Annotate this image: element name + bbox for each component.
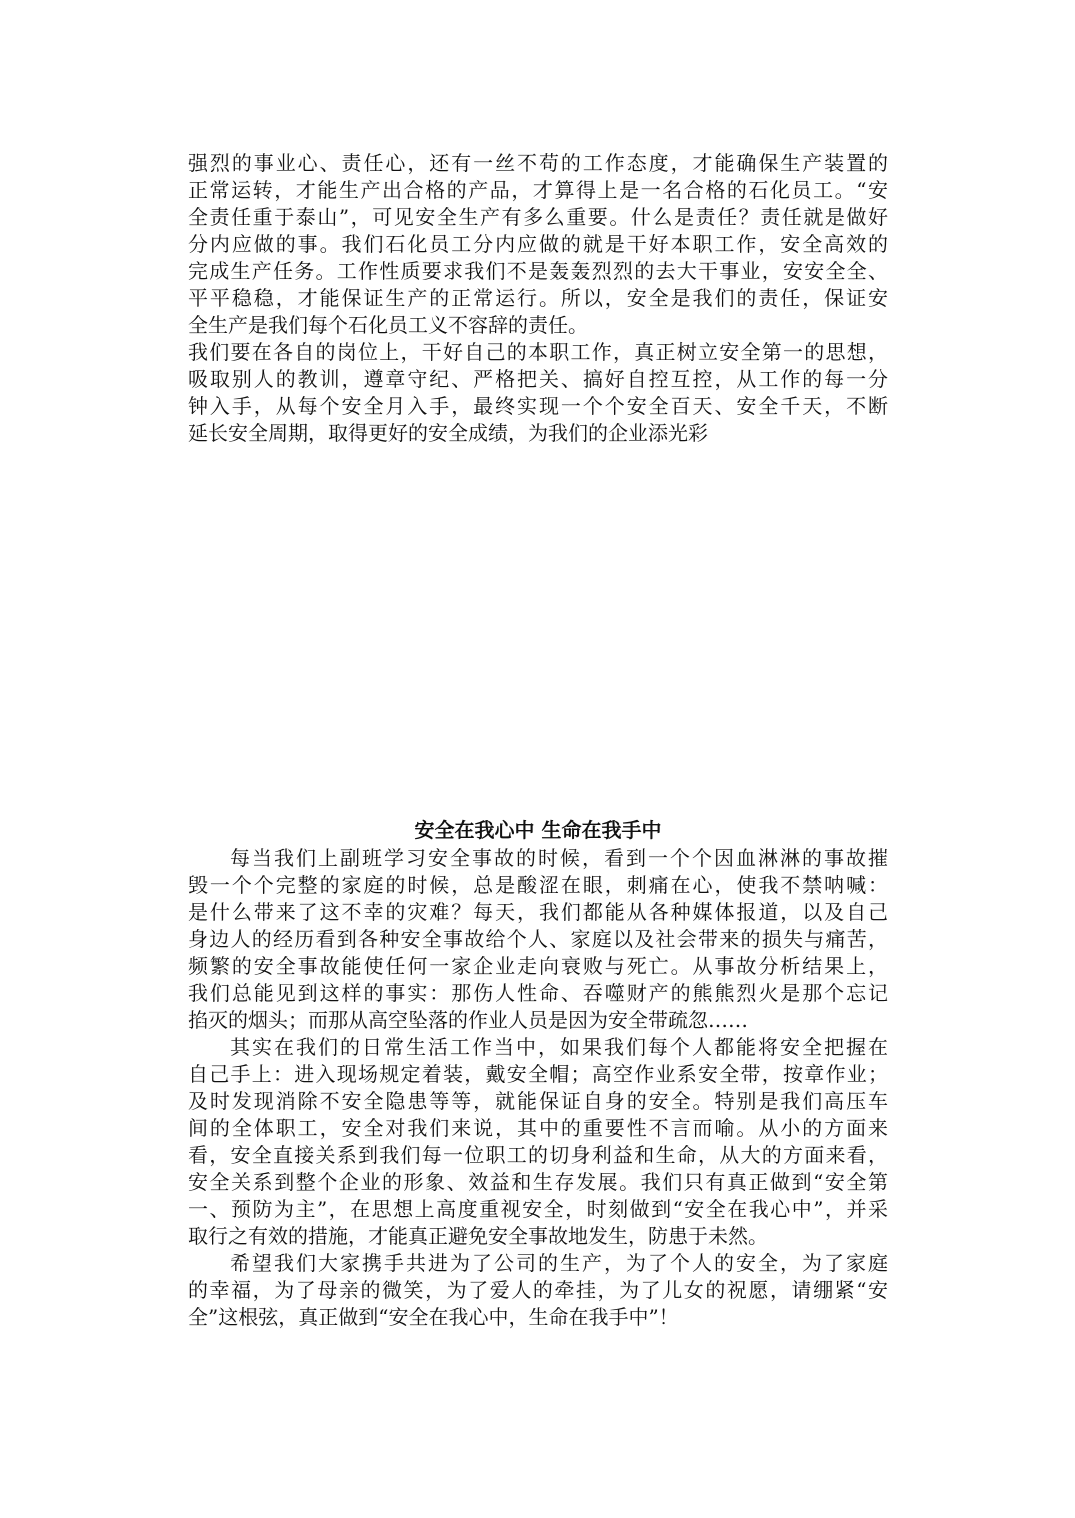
text-line: 取行之有效的措施，才能真正避免安全事故地发生，防患于未然。 xyxy=(188,1224,768,1248)
text-line: 吸取别人的教训，遵章守纪、严格把关、搞好自控互控，从工作的每一分 xyxy=(188,367,888,391)
text-line: 我们要在各自的岗位上，干好自己的本职工作，真正树立安全第一的思想， xyxy=(188,340,888,364)
text-line: 一、预防为主”，在思想上高度重视安全，时刻做到“安全在我心中”，并采 xyxy=(188,1197,888,1221)
text-line: 延长安全周期，取得更好的安全成绩，为我们的企业添光彩 xyxy=(188,421,708,445)
text-line: 全”这根弦，真正做到“安全在我心中，生命在我手中”！ xyxy=(188,1305,679,1329)
text-line: 其实在我们的日常生活工作当中，如果我们每个人都能将安全把握在 xyxy=(230,1035,888,1059)
text-line: 掐灭的烟头；而那从高空坠落的作业人员是因为安全带疏忽…… xyxy=(188,1008,748,1032)
text-line: 安全关系到整个企业的形象、效益和生存发展。我们只有真正做到“安全第 xyxy=(188,1170,888,1194)
article-title: 安全在我心中 生命在我手中 xyxy=(414,818,662,842)
text-line: 自己手上：进入现场规定着装，戴安全帽；高空作业系安全带，按章作业； xyxy=(188,1062,888,1086)
text-line: 分内应做的事。我们石化员工分内应做的就是干好本职工作，安全高效的 xyxy=(188,232,888,256)
text-line: 全生产是我们每个石化员工义不容辞的责任。 xyxy=(188,313,588,337)
text-line: 看，安全直接关系到我们每一位职工的切身利益和生命，从大的方面来看， xyxy=(188,1143,888,1167)
text-line: 平平稳稳，才能保证生产的正常运行。所以，安全是我们的责任，保证安 xyxy=(188,286,888,310)
continued-text-section xyxy=(188,150,888,447)
text-line: 是什么带来了这不幸的灾难？每天，我们都能从各种媒体报道，以及自己 xyxy=(188,900,888,924)
text-line: 正常运转，才能生产出合格的产品，才算得上是一名合格的石化员工。“安 xyxy=(188,178,888,202)
paragraph-daily-safety xyxy=(188,1034,888,1250)
text-line: 希望我们大家携手共进为了公司的生产，为了个人的安全，为了家庭 xyxy=(230,1251,888,1275)
article-body xyxy=(188,845,888,1331)
text-line: 强烈的事业心、责任心，还有一丝不苟的工作态度，才能确保生产装置的 xyxy=(188,151,888,175)
text-line: 身边人的经历看到各种安全事故给个人、家庭以及社会带来的损失与痛苦， xyxy=(188,927,888,951)
text-line: 全责任重于泰山”，可见安全生产有多么重要。什么是责任？责任就是做好 xyxy=(188,205,888,229)
text-line: 毁一个个完整的家庭的时候，总是酸涩在眼，刺痛在心，使我不禁呐喊： xyxy=(188,873,888,897)
text-line: 每当我们上副班学习安全事故的时候，看到一个个因血淋淋的事故摧 xyxy=(230,846,888,870)
paragraph-post-duty xyxy=(188,339,888,447)
text-line: 的幸福，为了母亲的微笑，为了爱人的牵挂，为了儿女的祝愿，请绷紧“安 xyxy=(188,1278,888,1302)
text-line: 钟入手，从每个安全月入手，最终实现一个个安全百天、安全千天，不断 xyxy=(188,394,888,418)
paragraph-responsibility xyxy=(188,150,888,339)
paragraph-closing xyxy=(188,1250,888,1331)
paragraph-accidents xyxy=(188,845,888,1034)
text-line: 间的全体职工，安全对我们来说，其中的重要性不言而喻。从小的方面来 xyxy=(188,1116,888,1140)
text-line: 我们总能见到这样的事实：那伤人性命、吞噬财产的熊熊烈火是那个忘记 xyxy=(188,981,888,1005)
text-line: 及时发现消除不安全隐患等等，就能保证自身的安全。特别是我们高压车 xyxy=(188,1089,888,1113)
text-line: 频繁的安全事故能使任何一家企业走向衰败与死亡。从事故分析结果上， xyxy=(188,954,888,978)
text-line: 完成生产任务。工作性质要求我们不是轰轰烈烈的去大干事业，安安全全、 xyxy=(188,259,888,283)
